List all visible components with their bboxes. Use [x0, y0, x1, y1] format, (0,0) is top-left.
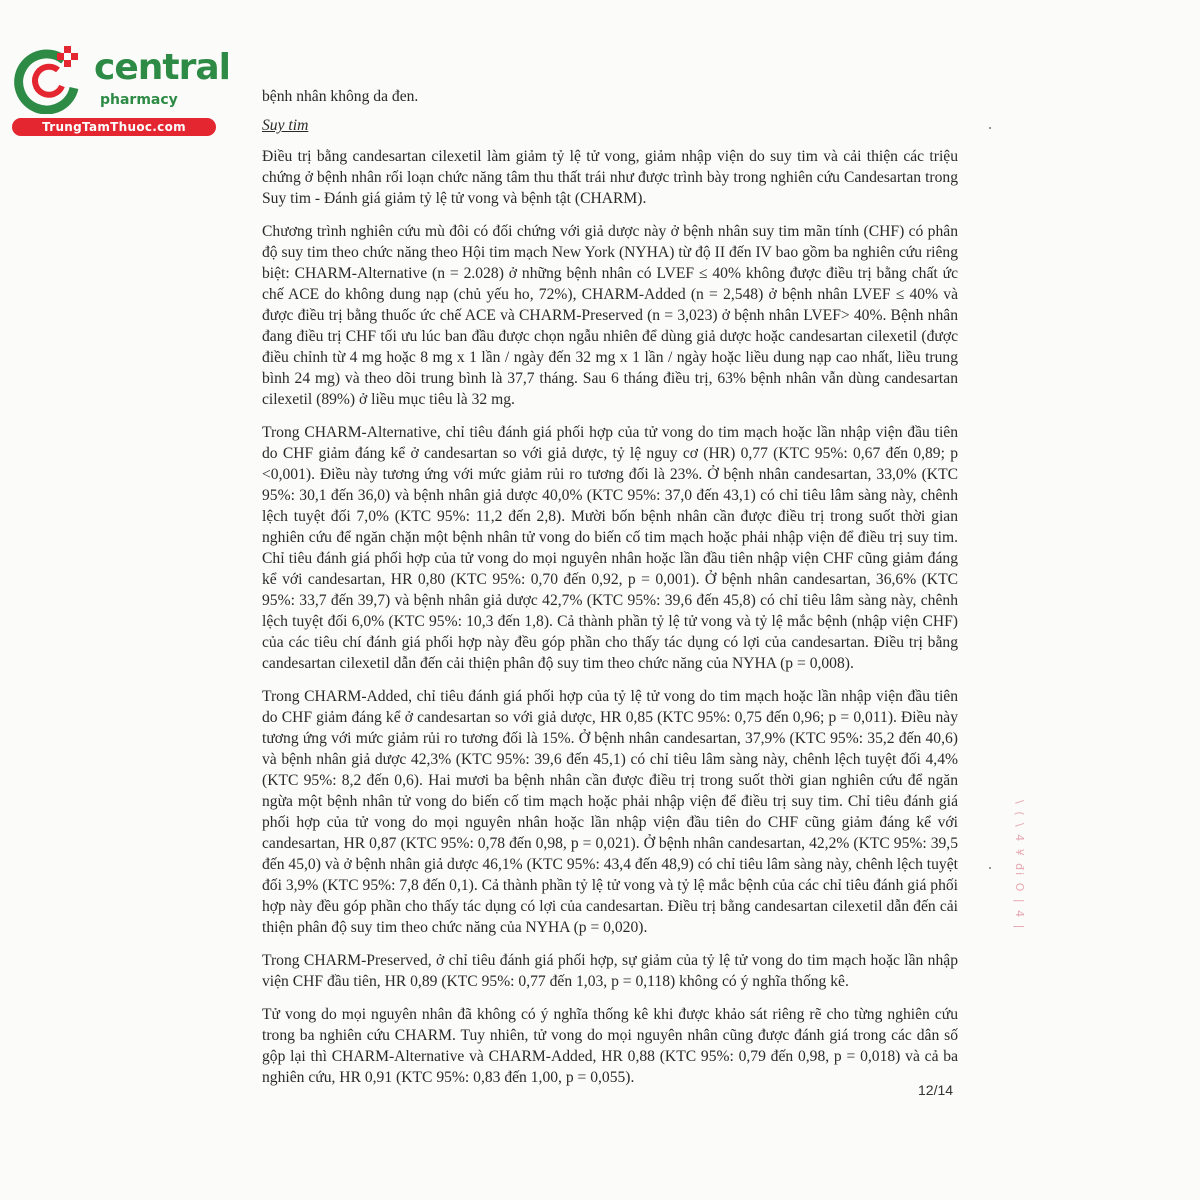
intro-line: bệnh nhân không da đen. — [262, 88, 419, 105]
central-pharmacy-logo — [10, 38, 230, 138]
paragraph-charm-preserved: Trong CHARM-Preserved, ở chỉ tiêu đánh giá phối hợp, sự giảm của tỷ lệ tử vong do tim mạch hoặc lần nhập viện CHF đầu tiên, HR 0,89 (KTC 95%: 0,77 đến 1,03, p = 0,118) không có ý nghĩa thống kê. — [262, 952, 958, 990]
paragraph-charm-alternative: Trong CHARM-Alternative, chỉ tiêu đánh giá phối hợp của tử vong do tim mạch hoặc lần nhập viện đầu tiên do CHF giảm đáng kể ở candesartan so với giả dược, tỷ lệ nguy cơ (HR) 0,77 (KTC 95%: 0,67 đến 0,89; p <0,001). Điều này tương ứng với mức giảm rủi ro tương đối là 23%. Ở bệnh nhân candesartan, 33,0% (KTC 95%: 30,1 đến 36,0) và bệnh nhân giả dược 40,0% (KTC 95%: 37,0 đến 43,1) có chỉ tiêu lâm sàng này, chênh lệch tuyệt đối 7,0% (KTC 95%: 11,2 đến 2,8). Mười bốn bệnh nhân cần được điều trị trong suốt thời gian nghiên cứu để ngăn chặn một bệnh nhân tử vong do biến cố tim mạch hoặc phải nhập viện để điều trị suy tim. Chỉ tiêu đánh giá phối hợp của tử vong do mọi nguyên nhân hoặc lần đầu tiên nhập viện CHF cũng giảm đáng kể với candesartan, HR 0,80 (KTC 95%: 0,70 đến 0,92, p = 0,001). Ở bệnh nhân candesartan, 36,6% (KTC 95%: 33,7 đến 39,7) và bệnh nhân giả dược 42,7% (KTC 95%: 39,6 đến 45,8) có chỉ tiêu lâm sàng này, chênh lệch tuyệt đối 6,0% (KTC 95%: 10,3 đến 1,8). Cả thành phần tỷ lệ tử vong và tỷ lệ mắc bệnh (nhập viện CHF) của các tiêu chí đánh giá phối hợp này đều góp phần cho thấy tác dụng có lợi của candesartan. Điều trị bằng candesartan cilexetil dẫn đến cải thiện phân độ suy tim theo chức năng của NYHA (p = 0,008). — [262, 424, 958, 672]
scan-speck — [989, 127, 991, 129]
logo-subtitle: pharmacy — [100, 92, 178, 108]
paragraph-study-design: Chương trình nghiên cứu mù đôi có đối chứng với giả dược này ở bệnh nhân suy tim mãn tính (CHF) có phân độ suy tim theo chức năng theo Hội tim mạch New York (NYHA) từ độ II đến IV bao gồm ba nghiên cứu riêng biệt: CHARM-Alternative (n = 2.028) ở những bệnh nhân có LVEF ≤ 40% không được điều trị bằng chất ức chế ACE do không dung nạp (chủ yếu ho, 72%), CHARM-Added (n = 2,548) ở bệnh nhân LVEF ≤ 40% và được điều trị bằng thuốc ức chế ACE và CHARM-Preserved (n = 3,023) ở bệnh nhân LVEF> 40%. Bệnh nhân đang điều trị CHF tối ưu lúc ban đầu được chọn ngẫu nhiên để dùng giả dược hoặc candesartan cilexetil (được điều chỉnh từ 4 mg hoặc 8 mg x 1 lần / ngày đến 32 mg x 1 lần / ngày hoặc liều dung nạp cao nhất, liều trung bình 24 mg) và theo dõi trung bình là 37,7 tháng. Sau 6 tháng điều trị, 63% bệnh nhân vẫn dùng candesartan cilexetil (89%) ở liều mục tiêu là 32 mg. — [262, 223, 958, 408]
scan-speck — [989, 867, 991, 869]
logo-brand-name: central — [94, 47, 230, 88]
pharmacy-cross-logo-icon — [14, 42, 86, 114]
page-number: 12/14 — [918, 1082, 954, 1098]
paragraph-charm-added: Trong CHARM-Added, chỉ tiêu đánh giá phối hợp của tỷ lệ tử vong do tim mạch hoặc lần nhập viện đầu tiên do CHF giảm đáng kể ở candesartan so với giả dược, HR 0,85 (KTC 95%: 0,75 đến 0,96; p = 0,011). Điều này tương ứng với mức giảm rủi ro tương đối là 15%. Ở bệnh nhân candesartan, 37,9% (KTC 95%: 35,2 đến 40,6) và bệnh nhân giả dược 42,3% (KTC 95%: 39,6 đến 45,1) có chỉ tiêu lâm sàng này, chênh lệch tuyệt đối 4,4% (KTC 95%: 8,2 đến 0,6). Hai mươi ba bệnh nhân cần được điều trị trong suốt thời gian nghiên cứu để ngăn ngừa một bệnh nhân tử vong do biến cố tim mạch hoặc phải nhập viện để điều trị suy tim. Chỉ tiêu đánh giá phối hợp của tử vong do mọi nguyên nhân hoặc lần nhập viện đầu tiên do CHF cũng giảm đáng kể với candesartan, HR 0,87 (KTC 95%: 0,78 đến 0,98, p = 0,021). Ở bệnh nhân candesartan, 42,2% (KTC 95%: 39,5 đến 45,0) và ở bệnh nhân giả dược 46,1% (KTC 95%: 43,4 đến 48,9) có chỉ tiêu lâm sàng này, chênh lệch tuyệt đối 3,9% (KTC 95%: 7,8 đến 0,1). Cả thành phần tỷ lệ tử vong và tỷ lệ mắc bệnh của các chỉ tiêu đánh giá phối hợp này đều góp phần cho thấy tác dụng có lợi của candesartan. Điều trị bằng candesartan cilexetil dẫn đến cải thiện phân độ suy tim theo chức năng của NYHA (p = 0,020). — [262, 688, 958, 936]
document-body — [262, 86, 958, 1100]
logo-website-link[interactable]: TrungTamThuoc.com — [12, 118, 216, 136]
section-heading-suy-tim: Suy tim — [262, 117, 309, 134]
paragraph-all-cause-mortality: Tử vong do mọi nguyên nhân đã không có ý nghĩa thống kê khi được khảo sát riêng rẽ cho từng nghiên cứu trong ba nghiên cứu CHARM. Tuy nhiên, tử vong do mọi nguyên nhân cũng được đánh giá trong các dân số gộp lại thì CHARM-Alternative và CHARM-Added, HR 0,88 (KTC 95%: 0,79 đến 0,98, p = 0,018) và cả ba nghiên cứu, HR 0,91 (KTC 95%: 0,83 đến 1,00, p = 0,055). — [262, 1006, 958, 1086]
paragraph-charm-overview: Điều trị bằng candesartan cilexetil làm giảm tỷ lệ tử vong, giảm nhập viện do suy tim và cải thiện các triệu chứng ở bệnh nhân rối loạn chức năng tâm thu thất trái như được trình bày trong nghiên cứu Candesartan trong Suy tim - Đánh giá giảm tỷ lệ tử vong và bệnh tật (CHARM). — [262, 148, 958, 207]
margin-stamp-marks: \ ( \ 4 ¥ đi O | 4 | — [1013, 800, 1026, 931]
